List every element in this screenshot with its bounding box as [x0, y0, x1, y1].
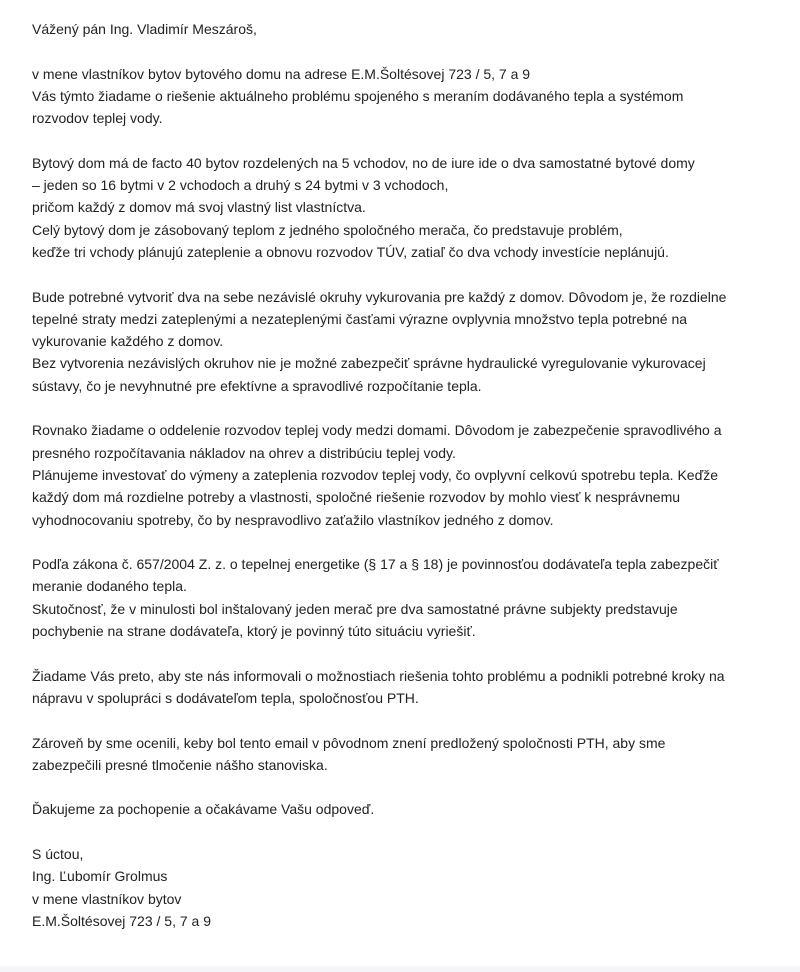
text-line: pričom každý z domov má svoj vlastný list vlastníctva.: [32, 199, 366, 216]
text-line: – jeden so 16 bytmi v 2 vchodoch a druhý s 24 bytmi v 3 vchodoch,: [32, 177, 449, 194]
paragraph-request: [32, 63, 792, 130]
greeting: [32, 18, 792, 40]
paragraph-building-info: [32, 152, 792, 263]
text-line: Skutočnosť, že v minulosti bol inštalovaný jeden merač pre dva samostatné právne subjekty predstavuje: [32, 600, 678, 617]
text-line: Vás týmto žiadame o riešenie aktuálneho problému spojeného s meraním dodávaného tepla a systémom: [32, 87, 684, 104]
text-line: v mene vlastníkov bytov bytového domu na adrese E.M.Šoltésovej 723 / 5, 7 a 9: [32, 65, 531, 82]
signature-closing: S úctou,: [32, 845, 84, 862]
paragraph-hot-water: [32, 419, 792, 530]
text-line: Celý bytový dom je zásobovaný teplom z jedného spoločného merača, čo predstavuje problém,: [32, 221, 623, 238]
text-line: vyhodnocovaniu spotreby, čo by nespravodlivo zaťažilo vlastníkov jedného z domov.: [32, 511, 554, 528]
email-body: [32, 18, 792, 954]
footer-divider: [0, 966, 800, 972]
signature: [32, 843, 792, 932]
paragraph-law: [32, 553, 792, 642]
text-line: Plánujeme investovať do výmeny a zateplenia rozvodov teplej vody, čo ovplyvní celkovú spotrebu tepla. Keďže: [32, 466, 718, 483]
paragraph-heating-circuits: [32, 286, 792, 397]
paragraph-ask-info: [32, 665, 792, 710]
text-line: Podľa zákona č. 657/2004 Z. z. o tepelnej energetike (§ 17 a § 18) je povinnosťou dodávateľa tepla zabezpečiť: [32, 556, 719, 573]
paragraph-thanks: [32, 798, 792, 820]
signature-address: E.M.Šoltésovej 723 / 5, 7 a 9: [32, 912, 211, 929]
text-line: Bez vytvorenia nezávislých okruhov nie je možné zabezpečiť správne hydraulické vyregulovanie vykurovacej: [32, 355, 706, 372]
text-line: Bude potrebné vytvoriť dva na sebe nezávislé okruhy vykurovania pre každý z domov. Dôvodom je, že rozdielne: [32, 288, 727, 305]
text-line: Zároveň by sme ocenili, keby bol tento email v pôvodnom znení predložený spoločnosti PTH, aby sme: [32, 734, 666, 751]
text-line: Bytový dom má de facto 40 bytov rozdelených na 5 vchodov, no de iure ide o dva samostatné bytové domy: [32, 154, 695, 171]
text-line: Rovnako žiadame o oddelenie rozvodov teplej vody medzi domami. Dôvodom je zabezpečenie spravodlivého a: [32, 422, 722, 439]
signature-name: Ing. Ľubomír Grolmus: [32, 868, 168, 885]
text-line: pochybenie na strane dodávateľa, ktorý je povinný túto situáciu vyriešiť.: [32, 623, 476, 640]
text-line: keďže tri vchody plánujú zateplenie a obnovu rozvodov TÚV, zatiaľ čo dva vchody investície neplánujú.: [32, 243, 669, 260]
greeting-line: Vážený pán Ing. Vladimír Meszároš,: [32, 21, 257, 37]
text-line: každý dom má rozdielne potreby a vlastnosti, spoločné riešenie rozvodov by mohlo viesť k nesprávnemu: [32, 489, 681, 506]
text-line: nápravu v spolupráci s dodávateľom tepla, spoločnosťou PTH.: [32, 689, 419, 706]
text-line: Žiadame Vás preto, aby ste nás informovali o možnostiach riešenia tohto problému a podnikli potrebné kroky na: [32, 667, 725, 684]
text-line: sústavy, čo je nevyhnutné pre efektívne a spravodlivé rozpočítanie tepla.: [32, 377, 482, 394]
signature-role: v mene vlastníkov bytov: [32, 890, 182, 907]
text-line: tepelné straty medzi zateplenými a nezateplenými časťami výrazne ovplyvnia množstvo tepla potrebné na: [32, 310, 688, 327]
text-line: rozvodov teplej vody.: [32, 110, 163, 127]
paragraph-forward: [32, 732, 792, 777]
text-line: vykurovanie každého z domov.: [32, 333, 224, 350]
text-line: zabezpečili presné tlmočenie nášho stanoviska.: [32, 756, 328, 773]
text-line: Ďakujeme za pochopenie a očakávame Vašu odpoveď.: [32, 801, 375, 818]
text-line: presného rozpočítavania nákladov na ohrev a distribúciu teplej vody.: [32, 444, 456, 461]
text-line: meranie dodaného tepla.: [32, 578, 187, 595]
